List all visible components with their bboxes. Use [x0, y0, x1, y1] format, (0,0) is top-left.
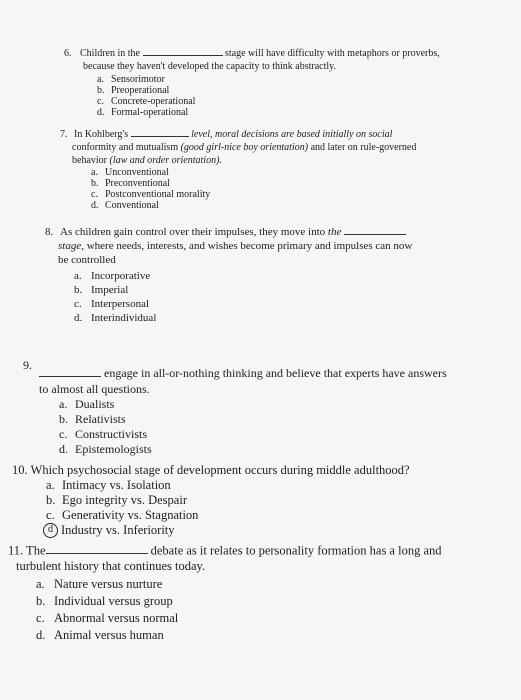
- option-d: d. Interindividual: [74, 312, 157, 325]
- answer-options: [36, 577, 498, 643]
- question-number: 9.: [23, 358, 32, 372]
- circled-answer-mark: d: [43, 523, 58, 538]
- option-a: a. Dualists: [59, 396, 115, 411]
- option-b: b. Ego integrity vs. Despair: [46, 493, 187, 507]
- option-b: b. Relativists: [59, 411, 126, 426]
- question-number: 7.: [60, 129, 68, 140]
- option-c: c. Generativity vs. Stagnation: [46, 508, 199, 522]
- option-d: d. Formal-operational: [97, 106, 189, 118]
- answer-options: [59, 397, 498, 457]
- question-9-stem: 9. engage in all-or-nothing thinking and believe that experts have answers to almost all questions.: [23, 358, 447, 396]
- option-a: a. Incorporative: [74, 270, 151, 283]
- option-b: b. Preoperational: [97, 84, 170, 96]
- question-7-stem: 7. In Kohlberg's level, moral decisions are based initially on social conformity and mutualism (good girl-nice boy orientation) and later on rule-governed behavior (law and order orientation).: [60, 129, 417, 166]
- question-11-stem: 11. The debate as it relates to personality formation has a long and turbulent history that continues today.: [8, 543, 442, 574]
- option-c: c. Concrete-operational: [97, 95, 196, 107]
- answer-options: [46, 478, 492, 538]
- answer-options: [91, 167, 505, 211]
- answer-blank: [344, 224, 406, 235]
- option-a: a. Unconventional: [91, 167, 169, 179]
- option-a: a. Intimacy vs. Isolation: [46, 478, 171, 492]
- option-d-selected: d Industry vs. Inferiority: [46, 523, 492, 538]
- question-11: [8, 542, 498, 645]
- option-b: b. Preconventional: [91, 178, 170, 190]
- option-c: c. Postconventional morality: [91, 189, 211, 201]
- question-6: [64, 46, 504, 118]
- option-a: a. Nature versus nurture: [36, 577, 163, 592]
- question-8: [45, 224, 505, 324]
- question-8-stem: 8. As children gain control over their impulses, they move into the stage, where needs, interests, and wishes become primary and impulses can now be controlled: [45, 225, 413, 267]
- answer-blank: [131, 127, 189, 137]
- question-number: 6.: [64, 48, 72, 59]
- option-c: c. Constructivists: [59, 426, 148, 441]
- question-number: 8.: [45, 225, 54, 238]
- question-10-stem: 10. Which psychosocial stage of development occurs during middle adulthood?: [12, 463, 410, 477]
- option-c: c. Interpersonal: [74, 298, 150, 311]
- question-9: [23, 358, 498, 457]
- option-c: c. Abnormal versus normal: [36, 611, 179, 626]
- option-b: b. Imperial: [74, 284, 129, 297]
- question-6-stem: 6. Children in the stage will have difficulty with metaphors or proverbs, because they haven't developed the capacity to think abstractly.: [64, 48, 440, 72]
- answer-blank: [39, 365, 101, 377]
- answer-blank: [46, 542, 148, 554]
- option-d: d. Conventional: [91, 200, 159, 212]
- question-7: [60, 127, 505, 211]
- option-a: a. Sensorimotor: [97, 73, 165, 85]
- answer-blank: [143, 46, 223, 56]
- option-b: b. Individual versus group: [36, 594, 173, 609]
- answer-options: [97, 74, 504, 118]
- answer-options: [74, 270, 505, 324]
- option-d: d. Animal versus human: [36, 628, 164, 643]
- question-10: [12, 462, 492, 538]
- option-d: d. Epistemologists: [59, 441, 152, 456]
